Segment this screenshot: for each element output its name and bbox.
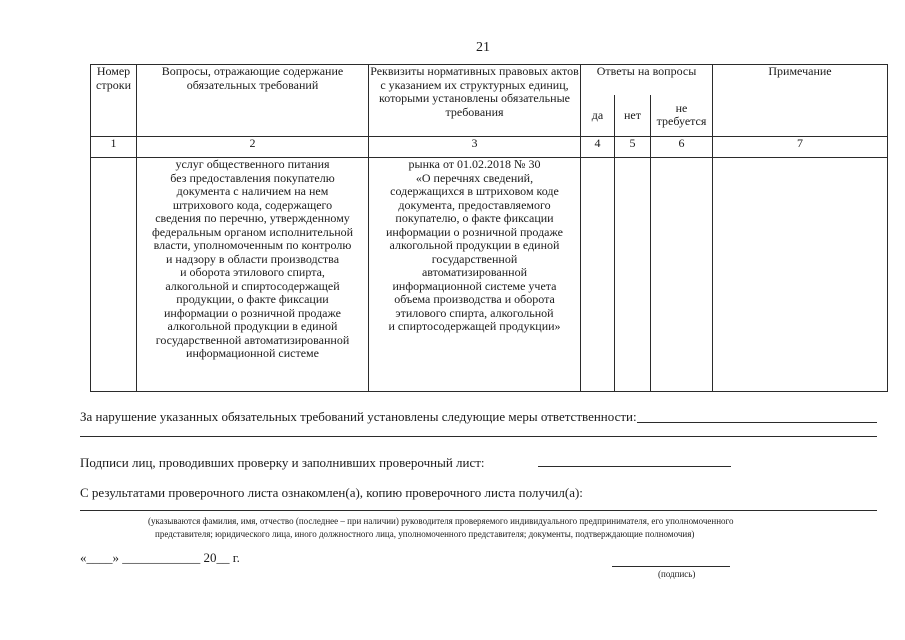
page-number: 21 <box>476 40 490 55</box>
liability-label: За нарушение указанных обязательных требований установлены следующие меры ответственности: <box>80 409 637 424</box>
liability-fill-line[interactable] <box>637 422 877 423</box>
header-requisites: Реквизиты нормативных правовых актов с указанием их структурных единиц, которыми установлены обязательные требования <box>369 65 581 137</box>
liability-fill-line-2[interactable] <box>80 436 877 437</box>
date-field[interactable]: «____» ____________ 20__ г. <box>80 550 240 565</box>
header-questions: Вопросы, отражающие содержание обязательных требований <box>137 65 369 137</box>
header-answer-not-required: не требуется <box>651 95 713 137</box>
column-number: 7 <box>713 137 888 158</box>
signatures-label: Подписи лиц, проводивших проверку и заполнивших проверочный лист: <box>80 455 485 470</box>
signature-line[interactable] <box>612 566 730 567</box>
note-cell[interactable] <box>713 158 888 392</box>
column-number: 4 <box>581 137 615 158</box>
column-number: 5 <box>615 137 651 158</box>
header-answers-group: Ответы на вопросы <box>581 65 713 95</box>
answer-not-required-cell[interactable] <box>651 158 713 392</box>
column-number: 1 <box>91 137 137 158</box>
header-answer-yes: да <box>581 95 615 137</box>
acquainted-fill-line[interactable] <box>80 510 877 511</box>
requisites-cell: рынка от 01.02.2018 № 30 «О перечнях сведений, содержащихся в штриховом коде документа, предоставляемого покупателю, о факте фиксации информации о розничной продаже алкогольной продукции в единой государственной автоматизированной информационной системе учета объема производства и оборота этилового спирта, алкогольной и спиртосодержащей продукции» <box>369 158 581 392</box>
answer-yes-cell[interactable] <box>581 158 615 392</box>
column-number: 2 <box>137 137 369 158</box>
header-row-number: Номер строки <box>91 65 137 137</box>
header-note: Примечание <box>713 65 888 137</box>
row-number-cell <box>91 158 137 392</box>
signature-caption: (подпись) <box>658 569 696 579</box>
signatures-fill-line[interactable] <box>538 466 731 467</box>
column-number: 6 <box>651 137 713 158</box>
acquainted-caption-2: представителя; юридического лица, иного должностного лица, уполномоченного представителя; документы, подтверждающие полномочия) <box>155 529 695 539</box>
header-answer-no: нет <box>615 95 651 137</box>
acquainted-caption-1: (указываются фамилия, имя, отчество (последнее – при наличии) руководителя проверяемого индивидуального предпринимателя, его уполномоченного <box>148 516 734 526</box>
checklist-table <box>90 64 888 392</box>
answer-no-cell[interactable] <box>615 158 651 392</box>
acquainted-label: С результатами проверочного листа ознакомлен(а), копию проверочного листа получил(а): <box>80 485 583 500</box>
column-number: 3 <box>369 137 581 158</box>
question-cell: услуг общественного питания без предоставления покупателю документа с наличием на нем штрихового кода, содержащего сведения по перечню, утвержденному федеральным органом исполнительной власти, уполномоченным по контролю и надзору в области производства и оборота этилового спирта, алкогольной и спиртосодержащей продукции, о факте фиксации информации о розничной продаже алкогольной продукции в единой государственной автоматизированной информационной системе <box>137 158 369 392</box>
